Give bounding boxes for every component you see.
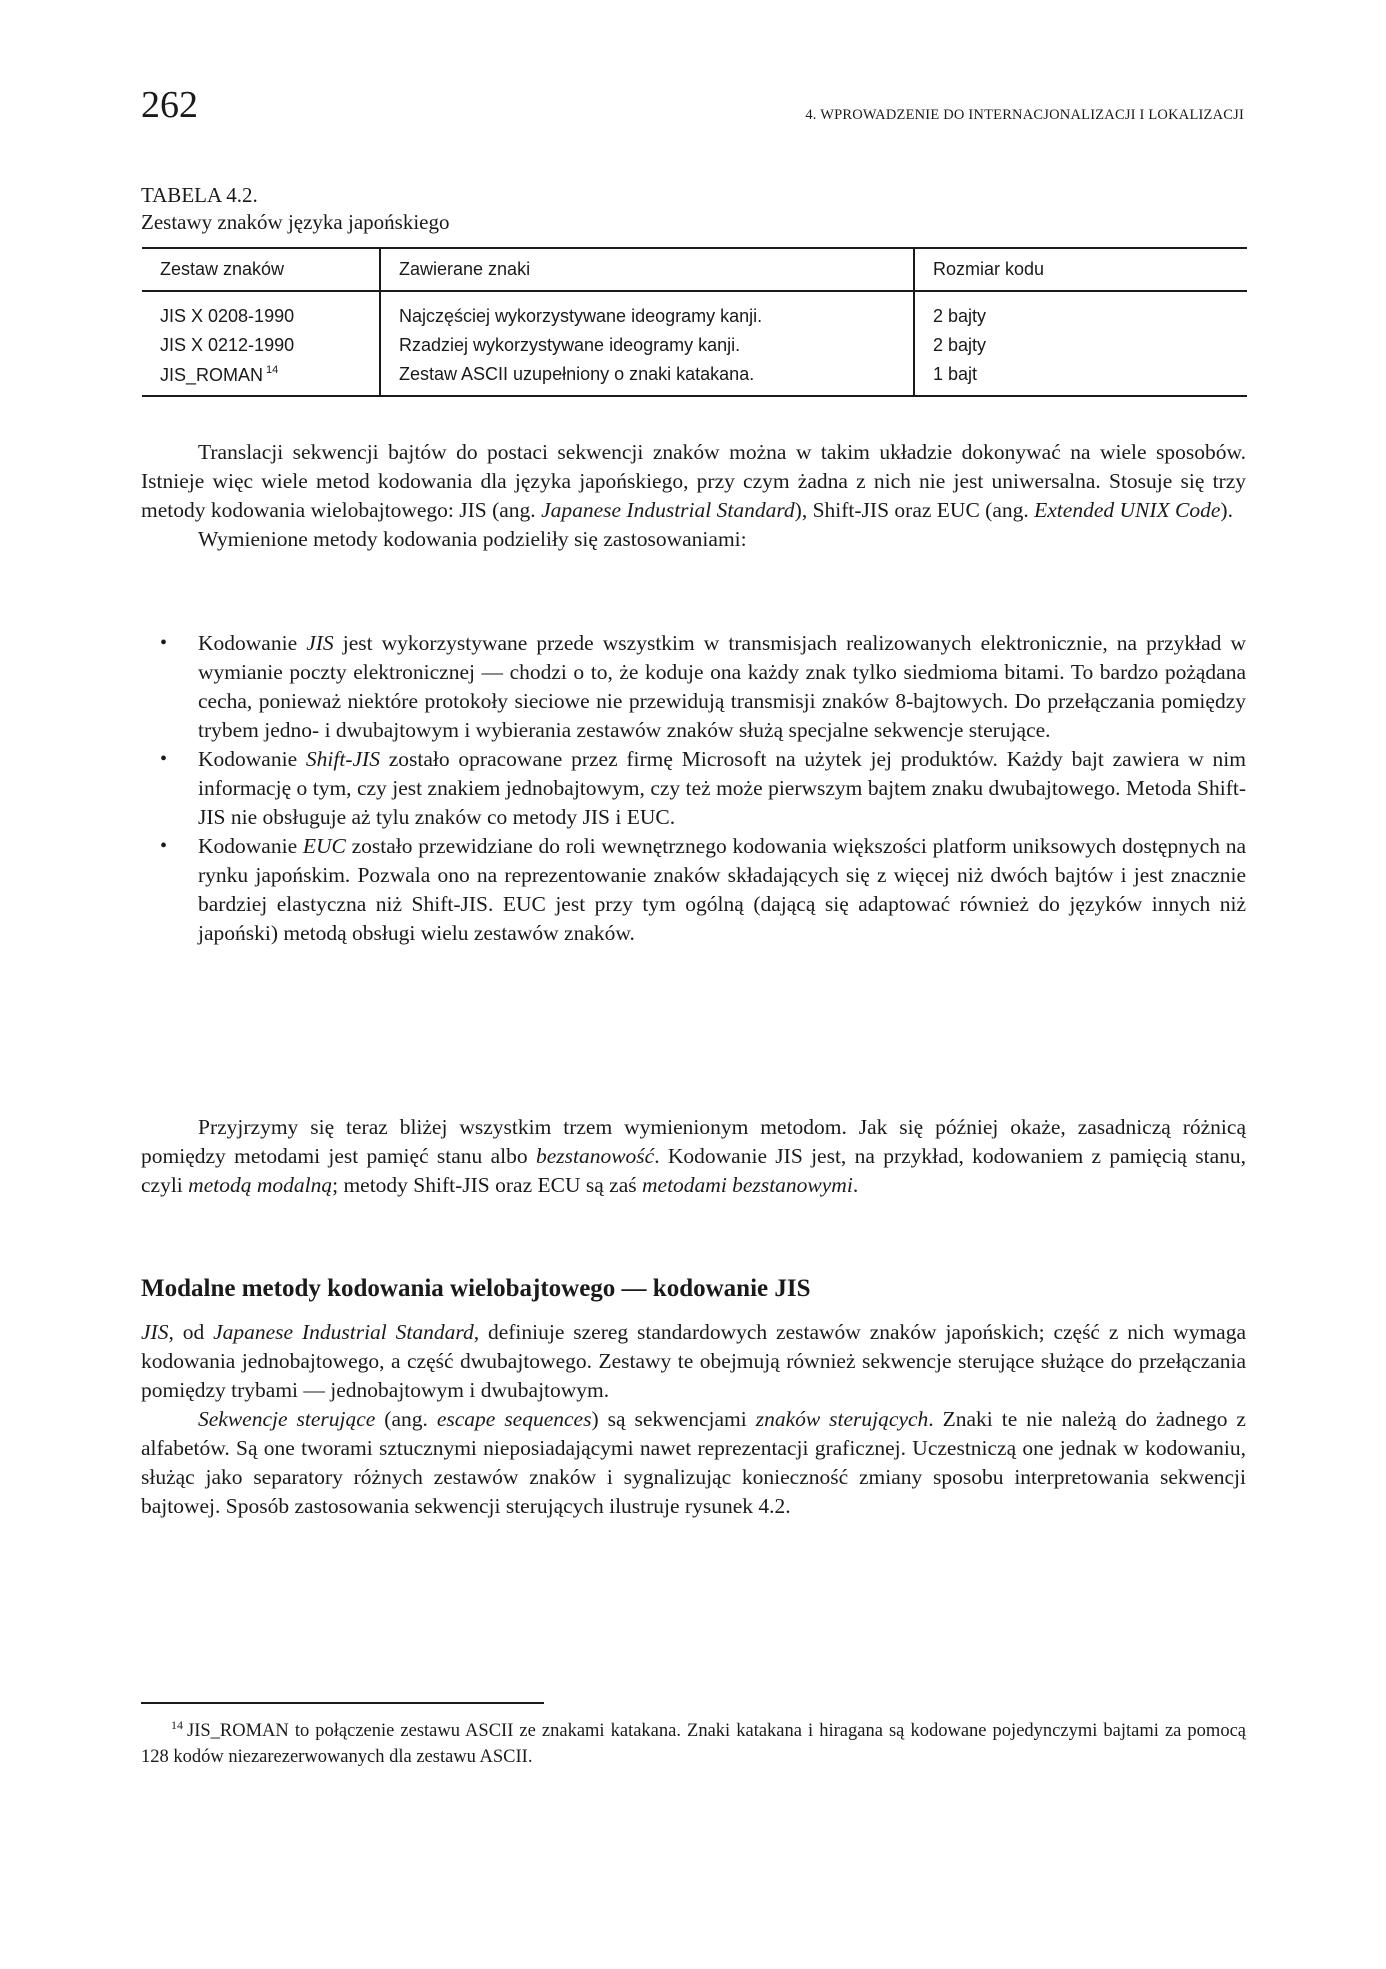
table-row <box>142 360 1247 396</box>
paragraph-methods <box>141 1113 1246 1200</box>
cell-chars: Najczęściej wykorzystywane ideogramy kanji. <box>380 291 914 331</box>
bullet-icon: • <box>160 748 168 770</box>
table-caption <box>141 182 449 236</box>
cell-set: JIS X 0212-1990 <box>142 331 380 360</box>
footnote <box>141 1712 1246 1770</box>
footnote-number: 14 <box>171 1718 183 1732</box>
paragraph: JIS, od Japanese Industrial Standard, definiuje szereg standardowych zestawów znaków japońskich; część z nich wymaga kodowania jednobajtowego, a część dwubajtowego. Zestawy te obejmują również sekwencje sterujące służące do przełączania pomiędzy trybami — jednobajtowym i dwubajtowym. <box>141 1320 1247 1402</box>
paragraph: Przyjrzymy się teraz bliżej wszystkim trzem wymienionym metodom. Jak się później okaże, zasadniczą różnicą pomiędzy metodami jest pamięć stanu albo bezstanowość. Kodowanie JIS jest, na przykład, kodowaniem z pamięcią stanu, czyli metodą modalną; metody Shift-JIS oraz ECU są zaś metodami bezstanowymi. <box>141 1115 1246 1197</box>
paragraph: Wymienione metody kodowania podzieliły się zastosowaniami: <box>198 527 747 551</box>
cell-set: JIS X 0208-1990 <box>142 291 380 331</box>
footnote-text: JIS_ROMAN to połączenie zestawu ASCII ze znakami katakana. Znaki katakana i hiragana są kodowane pojedynczymi bajtami za pomocą 128 kodów niezarezerwowanych dla zestawu ASCII. <box>141 1721 1246 1767</box>
table-row <box>142 331 1247 360</box>
cell-size: 2 bajty <box>933 306 987 326</box>
running-head: 4. WPROWADZENIE DO INTERNACJONALIZACJI I LOKALIZACJI <box>805 107 1244 123</box>
table-header-row <box>142 248 1247 291</box>
cell-chars: Rzadziej wykorzystywane ideogramy kanji. <box>380 331 914 360</box>
charset-table <box>142 247 1247 397</box>
list-item: • Kodowanie JIS jest wykorzystywane przede wszystkim w transmisjach realizowanych elektronicznie, na przykład w wymianie poczty elektronicznej — chodzi o to, że koduje ona każdy znak tylko siedmioma bitami. To bardzo pożądana cecha, ponieważ niektóre protokoły sieciowe nie przewidują transmisji znaków 8-bajtowych. Do przełączania pomiędzy trybem jedno- i dwubajtowym i wybierania zestawów znaków służą specjalne sekwencje sterujące. <box>160 631 1246 742</box>
footnote-divider <box>141 1702 544 1704</box>
bullet-icon: • <box>160 835 168 857</box>
list-item: • Kodowanie Shift-JIS zostało opracowane przez firmę Microsoft na użytek jej produktów. Każdy bajt zawiera w nim informację o tym, czy jest znakiem jednobajtowym, czy też może pierwszym bajtem znaku dwubajtowego. Metoda Shift-JIS nie obsługuje aż tylu znaków co metody JIS i EUC. <box>160 747 1246 829</box>
page-number: 262 <box>141 84 198 126</box>
column-header-size: Rozmiar kodu <box>914 248 1247 291</box>
column-header-set: Zestaw znaków <box>142 248 380 291</box>
cell-size: 1 bajt <box>914 360 1247 396</box>
bullet-list <box>141 629 1246 948</box>
cell-chars: Zestaw ASCII uzupełniony o znaki katakana. <box>380 360 914 396</box>
paragraph: Sekwencje sterujące (ang. escape sequences) są sekwencjami znaków sterujących. Znaki te nie należą do żadnego z alfabetów. Są one tworami sztucznymi nieposiadającymi nawet reprezentacji graficznej. Uczestniczą one jednak w kodowaniu, służąc jako separatory różnych zestawów znaków i sygnalizując konieczność zmiany sposobu interpretowania sekwencji bajtowej. Sposób zastosowania sekwencji sterujących ilustruje rysunek 4.2. <box>141 1407 1246 1518</box>
bullet-icon: • <box>160 632 168 654</box>
column-header-chars: Zawierane znaki <box>380 248 914 291</box>
cell-size: 2 bajty <box>933 335 987 355</box>
intro-text <box>141 438 1246 554</box>
list-item: • Kodowanie EUC zostało przewidziane do roli wewnętrznego kodowania większości platform uniksowych dostępnych na rynku japońskim. Pozwala ono na reprezentowanie znaków składających się z więcej niż dwóch bajtów i jest znacznie bardziej elastyczna niż Shift-JIS. EUC jest przy tym ogólną (dającą się adaptować również do języków innych niż japoński) metodą obsługi wielu zestawów znaków. <box>160 834 1246 945</box>
section-text <box>141 1318 1246 1521</box>
cell-set: JIS_ROMAN $^{14}$ <box>142 360 380 396</box>
footnote-ref: 14 <box>266 363 279 376</box>
section-heading: Modalne metody kodowania wielobajtowego — kodowanie JIS <box>141 1275 811 1302</box>
table-label: TABELA 4.2. <box>141 183 258 207</box>
table-row <box>142 291 1247 331</box>
paragraph: Translacji sekwencji bajtów do postaci sekwencji znaków można w takim układzie dokonywać na wiele sposobów. Istnieje więc wiele metod kodowania dla języka japońskiego, przy czym żadna z nich nie jest uniwersalna. Stosuje się trzy metody kodowania wielobajtowego: JIS (ang. Japanese Industrial Standard), Shift-JIS oraz EUC (ang. Extended UNIX Code). <box>141 440 1246 522</box>
table-title: Zestawy znaków języka japońskiego <box>141 210 450 234</box>
